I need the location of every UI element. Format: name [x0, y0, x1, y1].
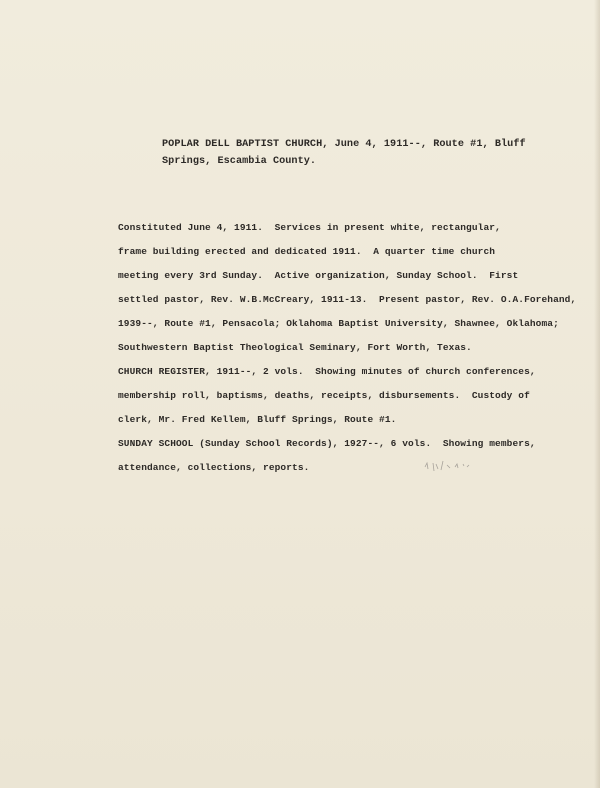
heading-line-2: Springs, Escambia County.	[162, 156, 317, 167]
body-line-3: meeting every 3rd Sunday. Active organization, Sunday School. First	[118, 270, 519, 281]
body-line-11: attendance, collections, reports.	[118, 462, 310, 473]
body-line-5: 1939--, Route #1, Pensacola; Oklahoma Baptist University, Shawnee, Oklahoma;	[118, 318, 559, 329]
heading-line-1: POPLAR DELL BAPTIST CHURCH, June 4, 1911--, Route #1, Bluff	[162, 139, 526, 150]
body-line-4: settled pastor, Rev. W.B.McCreary, 1911-13. Present pastor, Rev. O.A.Forehand,	[118, 294, 577, 305]
body-line-7: CHURCH REGISTER, 1911--, 2 vols. Showing minutes of church conferences,	[118, 366, 536, 377]
body-line-6: Southwestern Baptist Theological Seminary, Fort Worth, Texas.	[118, 342, 472, 353]
body-line-8: membership roll, baptisms, deaths, receipts, disbursements. Custody of	[118, 390, 530, 401]
pencil-marks	[405, 455, 485, 477]
body-line-9: clerk, Mr. Fred Kellem, Bluff Springs, Route #1.	[118, 414, 397, 425]
body-line-10: SUNDAY SCHOOL (Sunday School Records), 1927--, 6 vols. Showing members,	[118, 438, 536, 449]
body-line-1: Constituted June 4, 1911. Services in present white, rectangular,	[118, 222, 501, 233]
body-line-2: frame building erected and dedicated 1911. A quarter time church	[118, 246, 496, 257]
